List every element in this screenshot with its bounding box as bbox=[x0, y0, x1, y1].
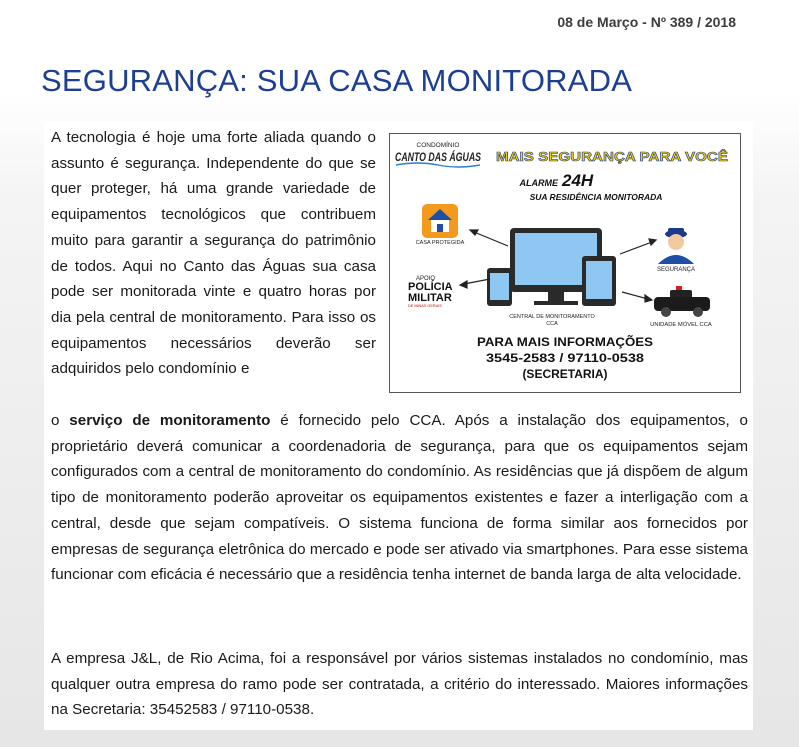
security-guard-icon bbox=[657, 228, 695, 273]
paragraph-intro: A tecnologia é hoje uma forte aliada quando o assunto é segurança. Independente do que se quer proteger, há uma grande variedade de equipamentos tecnológicos que contribuem muito para garantir a segurança do patrimônio de todos. Aqui no Canto das Águas sua casa pode ser monitorada vinte e quatro horas por dia pela central de monitoramento. Para isso os equipamentos necessários deverão ser adquiridos pelo condomínio e bbox=[51, 129, 376, 378]
paragraph-details-lead: o bbox=[51, 412, 70, 429]
guard-label: SEGURANÇA bbox=[656, 267, 696, 273]
info-contact: (SECRETARIA) bbox=[522, 367, 608, 381]
alarm-label: ALARME bbox=[519, 178, 558, 188]
monitor-devices-icon bbox=[487, 228, 616, 327]
banner-subheadline: SUA RESIDÊNCIA MONITORADA bbox=[529, 192, 663, 202]
article-body bbox=[44, 121, 753, 730]
logo-main-text: CANTO DAS ÁGUAS bbox=[395, 152, 508, 164]
monitoring-service-bold: serviço de monitoramento bbox=[69, 412, 271, 429]
banner-headline: MAIS SEGURANÇA PARA VOCÊ bbox=[496, 149, 729, 164]
vehicle-label: UNIDADE MÓVEL CCA bbox=[650, 322, 712, 328]
police-line1: POLÍCIA bbox=[408, 281, 453, 293]
police-small: APOIO bbox=[416, 276, 436, 282]
info-phones: 3545-2583 / 97110-0538 bbox=[486, 351, 645, 365]
house-icon bbox=[416, 204, 465, 246]
police-logo bbox=[408, 276, 453, 308]
patrol-car-icon bbox=[650, 286, 712, 328]
alarm-value: 24H bbox=[562, 171, 594, 190]
house-label: CASA PROTEGIDA bbox=[415, 240, 465, 246]
paragraph-details bbox=[51, 408, 748, 588]
article-title: SEGURANÇA: SUA CASA MONITORADA bbox=[41, 63, 633, 98]
security-banner-image bbox=[389, 133, 741, 393]
paragraph-details-rest: é fornecido pelo CCA. Após a instalação dos equipamentos, o proprietário deverá comunicar a coordenadoria de segurança, para que os equipamentos sejam configurados com a central de monitoramento do condomínio. As residências que já dispõem de algum tipo de monitoramento poderão aproveitar os equipamentos existentes e fazer a interligação com a central, desde que sejam compatíveis. O sistema funciona de forma similar aos fornecidos por empresas de segurança eletrônica do mercado e pode ser ativado via smartphones. Para esse sistema funcionar com eficácia é necessário que a residência tenha internet de banda larga de alta velocidade. bbox=[51, 412, 748, 584]
logo-small-text: CONDOMÍNIO bbox=[416, 142, 460, 149]
police-sub: DE MINAS GERAIS bbox=[408, 304, 442, 308]
condominio-logo bbox=[395, 140, 508, 167]
paragraph-contact: A empresa J&L, de Rio Acima, foi a responsável por vários sistemas instalados no condomínio, mas qualquer outra empresa do ramo pode ser contratada, a critério do interessado. Maiores informações na Secretaria: 35452583 / 97110-0538. bbox=[51, 650, 748, 719]
dateline: 08 de Março - Nº 389 / 2018 bbox=[557, 14, 736, 30]
info-title: PARA MAIS INFORMAÇÕES bbox=[477, 335, 637, 349]
police-line2: MILITAR bbox=[408, 292, 452, 304]
central-sub: CCA bbox=[546, 321, 558, 327]
central-label: CENTRAL DE MONITORAMENTO bbox=[509, 314, 595, 320]
